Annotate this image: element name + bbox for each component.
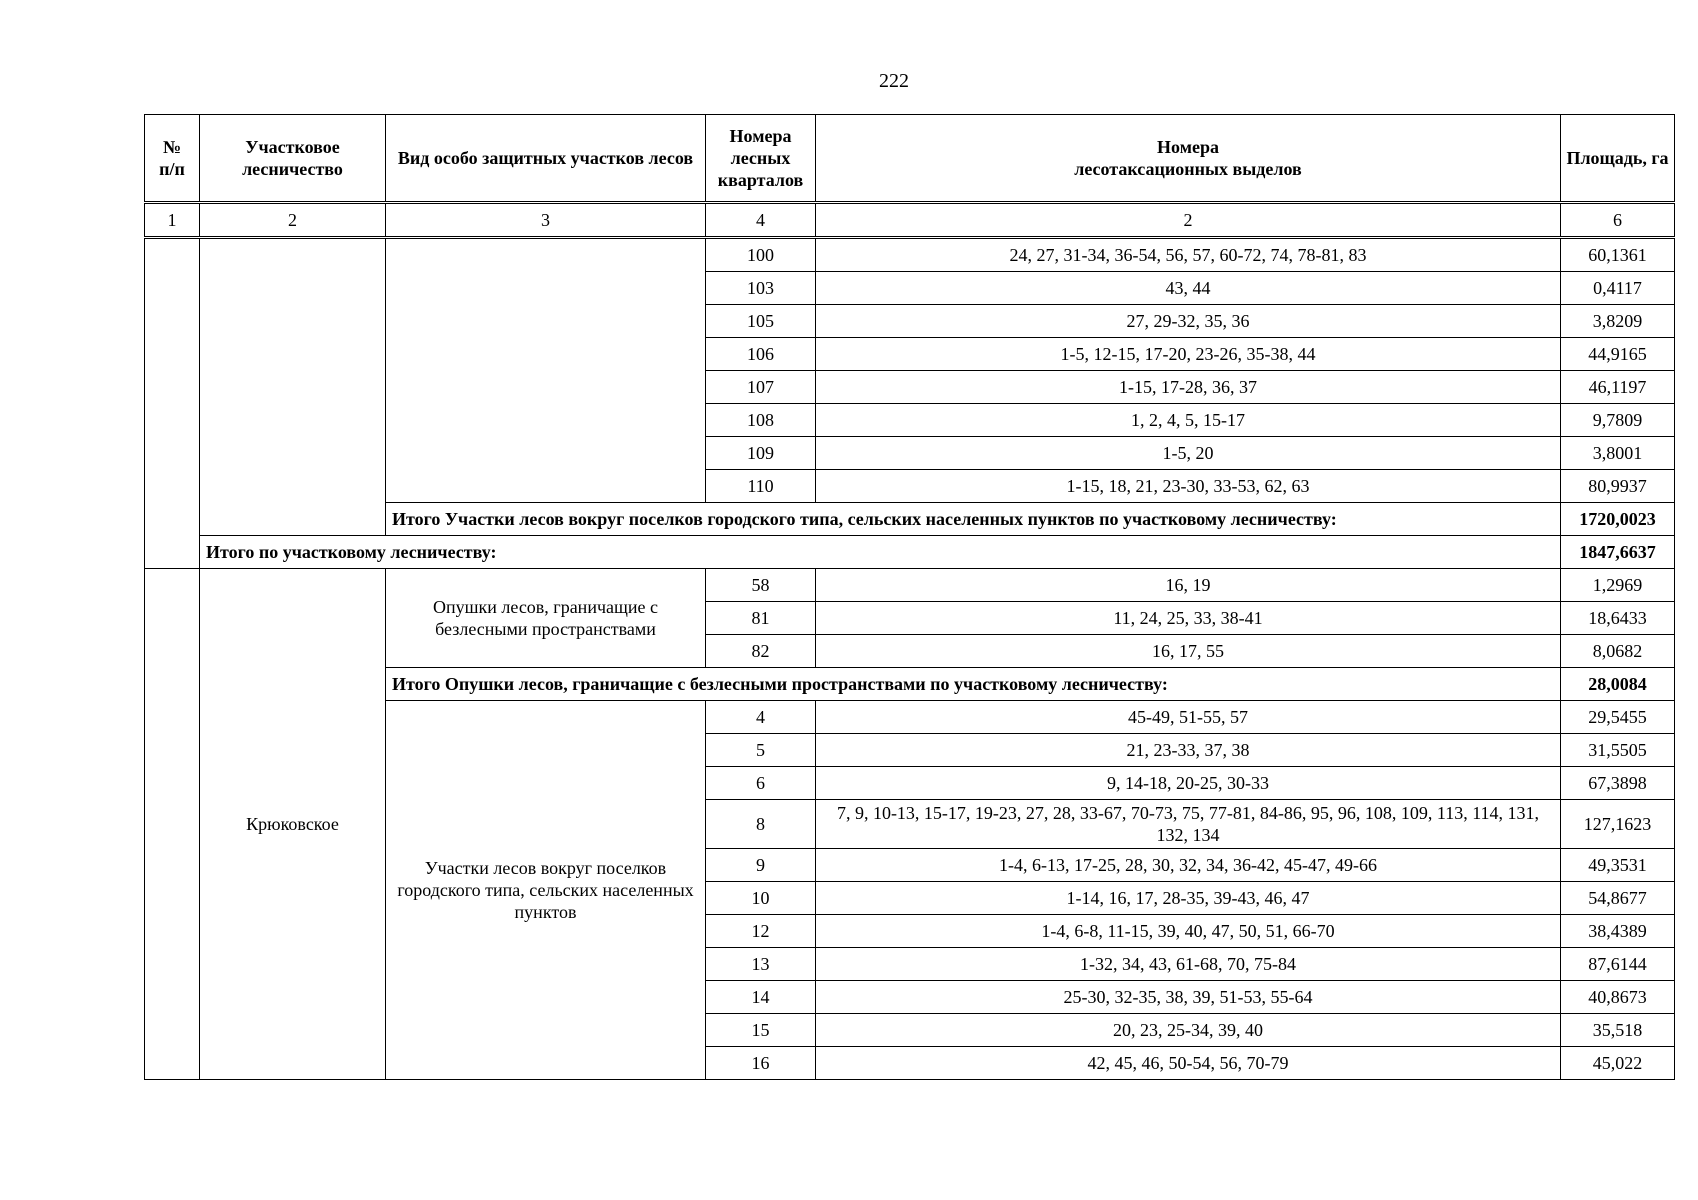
area-cell: 18,6433 (1561, 602, 1675, 635)
sections-cell: 1-32, 34, 43, 61-68, 70, 75-84 (816, 948, 1561, 981)
total-value: 1847,6637 (1561, 536, 1675, 569)
subtotal-label: Итого Участки лесов вокруг поселков городского типа, сельских населенных пунктов по участковому лесничеству: (386, 503, 1561, 536)
quarter-cell: 106 (706, 338, 816, 371)
quarter-cell: 82 (706, 635, 816, 668)
header-number: № п/п (145, 115, 200, 203)
quarter-cell: 81 (706, 602, 816, 635)
column-number: 3 (386, 203, 706, 238)
area-cell: 3,8001 (1561, 437, 1675, 470)
quarter-cell: 105 (706, 305, 816, 338)
quarter-cell: 58 (706, 569, 816, 602)
quarter-cell: 14 (706, 981, 816, 1014)
header-type: Вид особо защитных участков лесов (386, 115, 706, 203)
header-sections: Номера лесотаксационных выделов (816, 115, 1561, 203)
quarter-cell: 6 (706, 767, 816, 800)
quarter-cell: 103 (706, 272, 816, 305)
column-number: 4 (706, 203, 816, 238)
quarter-cell: 108 (706, 404, 816, 437)
sections-cell: 7, 9, 10-13, 15-17, 19-23, 27, 28, 33-67, 70-73, 75, 77-81, 84-86, 95, 96, 108, 109, 113, 114, 131, 132, 134 (816, 800, 1561, 849)
area-cell: 87,6144 (1561, 948, 1675, 981)
area-cell: 1,2969 (1561, 569, 1675, 602)
quarter-cell: 9 (706, 849, 816, 882)
area-cell: 35,518 (1561, 1014, 1675, 1047)
column-number: 6 (1561, 203, 1675, 238)
area-cell: 60,1361 (1561, 238, 1675, 272)
area-cell: 45,022 (1561, 1047, 1675, 1080)
header-quarters: Номера лесных кварталов (706, 115, 816, 203)
sections-cell: 1-14, 16, 17, 28-35, 39-43, 46, 47 (816, 882, 1561, 915)
sections-cell: 1-5, 12-15, 17-20, 23-26, 35-38, 44 (816, 338, 1561, 371)
quarter-cell: 100 (706, 238, 816, 272)
area-cell: 44,9165 (1561, 338, 1675, 371)
total-label: Итого по участковому лесничеству: (200, 536, 1561, 569)
area-cell: 67,3898 (1561, 767, 1675, 800)
sections-cell: 11, 24, 25, 33, 38-41 (816, 602, 1561, 635)
quarter-cell: 107 (706, 371, 816, 404)
quarter-cell: 12 (706, 915, 816, 948)
forestry-cell: Крюковское (200, 569, 386, 1080)
subtotal-value: 1720,0023 (1561, 503, 1675, 536)
column-number: 2 (200, 203, 386, 238)
sections-cell: 9, 14-18, 20-25, 30-33 (816, 767, 1561, 800)
column-number: 1 (145, 203, 200, 238)
header-forestry: Участковое лесничество (200, 115, 386, 203)
sections-cell: 21, 23-33, 37, 38 (816, 734, 1561, 767)
area-cell: 8,0682 (1561, 635, 1675, 668)
header-area: Площадь, га (1561, 115, 1675, 203)
protected-forest-table (144, 114, 1675, 1080)
area-cell: 40,8673 (1561, 981, 1675, 1014)
area-cell: 127,1623 (1561, 800, 1675, 849)
sections-cell: 16, 19 (816, 569, 1561, 602)
quarter-cell: 15 (706, 1014, 816, 1047)
quarter-cell: 109 (706, 437, 816, 470)
area-cell: 38,4389 (1561, 915, 1675, 948)
sections-cell: 1-5, 20 (816, 437, 1561, 470)
quarter-cell: 16 (706, 1047, 816, 1080)
sections-cell: 16, 17, 55 (816, 635, 1561, 668)
quarter-cell: 10 (706, 882, 816, 915)
page-number: 222 (879, 70, 909, 92)
area-cell: 3,8209 (1561, 305, 1675, 338)
area-cell: 29,5455 (1561, 701, 1675, 734)
quarter-cell: 13 (706, 948, 816, 981)
sections-cell: 1, 2, 4, 5, 15-17 (816, 404, 1561, 437)
row-number-cell (145, 569, 200, 1080)
column-number: 2 (816, 203, 1561, 238)
sections-cell: 1-15, 17-28, 36, 37 (816, 371, 1561, 404)
sections-cell: 1-4, 6-13, 17-25, 28, 30, 32, 34, 36-42, 45-47, 49-66 (816, 849, 1561, 882)
area-cell: 0,4117 (1561, 272, 1675, 305)
area-cell: 54,8677 (1561, 882, 1675, 915)
area-cell: 46,1197 (1561, 371, 1675, 404)
sections-cell: 42, 45, 46, 50-54, 56, 70-79 (816, 1047, 1561, 1080)
type-cell: Опушки лесов, граничащие с безлесными пространствами (386, 569, 706, 668)
table-row (145, 569, 1675, 602)
area-cell: 9,7809 (1561, 404, 1675, 437)
area-cell: 80,9937 (1561, 470, 1675, 503)
row-number-cell (145, 238, 200, 569)
type-cell (386, 238, 706, 503)
sections-cell: 45-49, 51-55, 57 (816, 701, 1561, 734)
quarter-cell: 110 (706, 470, 816, 503)
total-row (145, 536, 1675, 569)
table-row (145, 238, 1675, 272)
sections-cell: 1-15, 18, 21, 23-30, 33-53, 62, 63 (816, 470, 1561, 503)
forestry-cell (200, 238, 386, 536)
quarter-cell: 8 (706, 800, 816, 849)
area-cell: 31,5505 (1561, 734, 1675, 767)
type-cell: Участки лесов вокруг поселков городского типа, сельских населенных пунктов (386, 701, 706, 1080)
sections-cell: 24, 27, 31-34, 36-54, 56, 57, 60-72, 74, 78-81, 83 (816, 238, 1561, 272)
area-cell: 49,3531 (1561, 849, 1675, 882)
quarter-cell: 4 (706, 701, 816, 734)
sections-cell: 25-30, 32-35, 38, 39, 51-53, 55-64 (816, 981, 1561, 1014)
subtotal-value: 28,0084 (1561, 668, 1675, 701)
sections-cell: 20, 23, 25-34, 39, 40 (816, 1014, 1561, 1047)
column-number-row (145, 203, 1675, 238)
sections-cell: 43, 44 (816, 272, 1561, 305)
sections-cell: 1-4, 6-8, 11-15, 39, 40, 47, 50, 51, 66-70 (816, 915, 1561, 948)
quarter-cell: 5 (706, 734, 816, 767)
sections-cell: 27, 29-32, 35, 36 (816, 305, 1561, 338)
subtotal-label: Итого Опушки лесов, граничащие с безлесными пространствами по участковому лесничеству: (386, 668, 1561, 701)
